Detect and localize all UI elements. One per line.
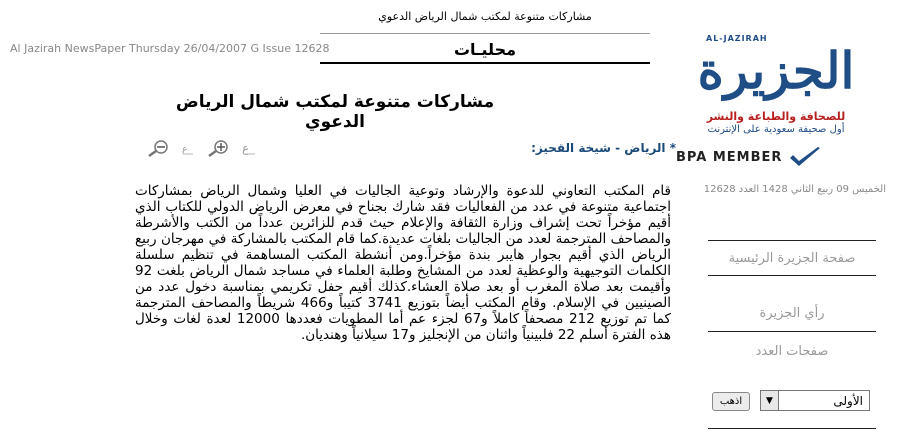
zoom-in-button[interactable] — [205, 139, 231, 157]
font-large-icon — [241, 140, 257, 156]
top-rule — [320, 33, 650, 34]
zoom-out-icon — [145, 139, 171, 157]
byline: * الرياض - شيخة القحيز: — [531, 141, 676, 155]
page-select-value: الأولى — [833, 393, 863, 408]
logo-subtagline: أول صحيفة سعودية على الإنترنت — [707, 124, 845, 135]
top-caption: مشاركات متنوعة لمكتب شمال الرياض الدعوي — [378, 10, 592, 23]
section-rule — [320, 62, 650, 64]
zoom-reset-button[interactable] — [181, 140, 195, 156]
logo-small-en: AL-JAZIRAH — [706, 34, 768, 43]
article-body: قام المكتب التعاوني للدعوة والإرشاد وتوعية الجاليات في العليا وشمال الرياض بمشاركات اجتماعية متنوعة في عدد من الفعاليات فقد شارك بجناح في معرض الرياض الدولي للكتاب الذي أقيم مؤخراً تحت إشراف وزارة الثقافة والإعلام حيث قدم للزائرين عدداً من الكتب والأشرطة والمصاحف المترجمة لعدد من الجاليات بلغات عديدة.كما قام المكتب بالمشاركة في مهرجان ربيع الرياض الذي أقيم بجوار هايبر بندة مؤخراً.ومن أنشطة المكتب المساهمة في تنظيم سلسلة الكلمات التوجيهية والوعظية لعدد من المشايخ وطلبة العلماء في مساجد شمال الرياض بلغت 92 وأقيمت بعد صلاة المغرب أو بعد صلاة العشاء.كذلك أقيم حفل تكريمي بمناسبة دخول عدد من الصينيين في الإسلام. وقام المكتب أيضاً بتوزيع 3741 كتيباً و466 شريطاً والمصاحف المترجمة كما تم توزيع 212 مصحفاً كاملاً و67 لجزء عم أما المطويات فعددها 12000 لعدة لغات وخلال هذه الفترة أسلم 22 فلبينياً واثنان من الإنجليز و17 سيلانياً وهنديان. — [135, 183, 671, 343]
svg-text:ع: ع — [182, 144, 188, 155]
font-normal-icon — [181, 140, 195, 156]
home-link[interactable]: صفحة الجزيرة الرئيسية — [708, 240, 876, 276]
logo[interactable] — [676, 34, 876, 174]
font-large-button[interactable] — [241, 140, 257, 156]
bottom-rule — [708, 428, 876, 429]
zoom-out-button[interactable] — [145, 139, 171, 157]
section-title: محليـات — [453, 40, 517, 59]
chevron-down-icon[interactable]: ▼ — [761, 391, 779, 410]
bpa-text: BPA MEMBER — [676, 149, 783, 165]
bpa-badge — [676, 146, 822, 168]
logo-tagline: للصحافة والطباعة والنشر — [706, 110, 846, 123]
zoom-tools — [145, 136, 257, 160]
logo-name: الجزيرة — [697, 41, 855, 100]
article-title: مشاركات متنوعة لمكتب شمال الرياض الدعوي — [175, 92, 495, 132]
page-select[interactable] — [760, 390, 870, 411]
opinion-link[interactable]: رأي الجزيرة — [708, 296, 876, 332]
checkmark-icon — [788, 146, 822, 168]
svg-text:ع: ع — [242, 141, 250, 155]
issue-info: الخميس 09 ربيع الثاني 1428 العدد 12628 — [703, 184, 886, 195]
pages-heading: صفحات العدد — [755, 344, 829, 359]
zoom-in-icon — [205, 139, 231, 157]
masthead-text: Al Jazirah NewsPaper Thursday 26/04/2007 G Issue 12628 — [10, 42, 330, 55]
side-nav — [708, 240, 876, 372]
go-button[interactable]: اذهب — [712, 392, 750, 411]
